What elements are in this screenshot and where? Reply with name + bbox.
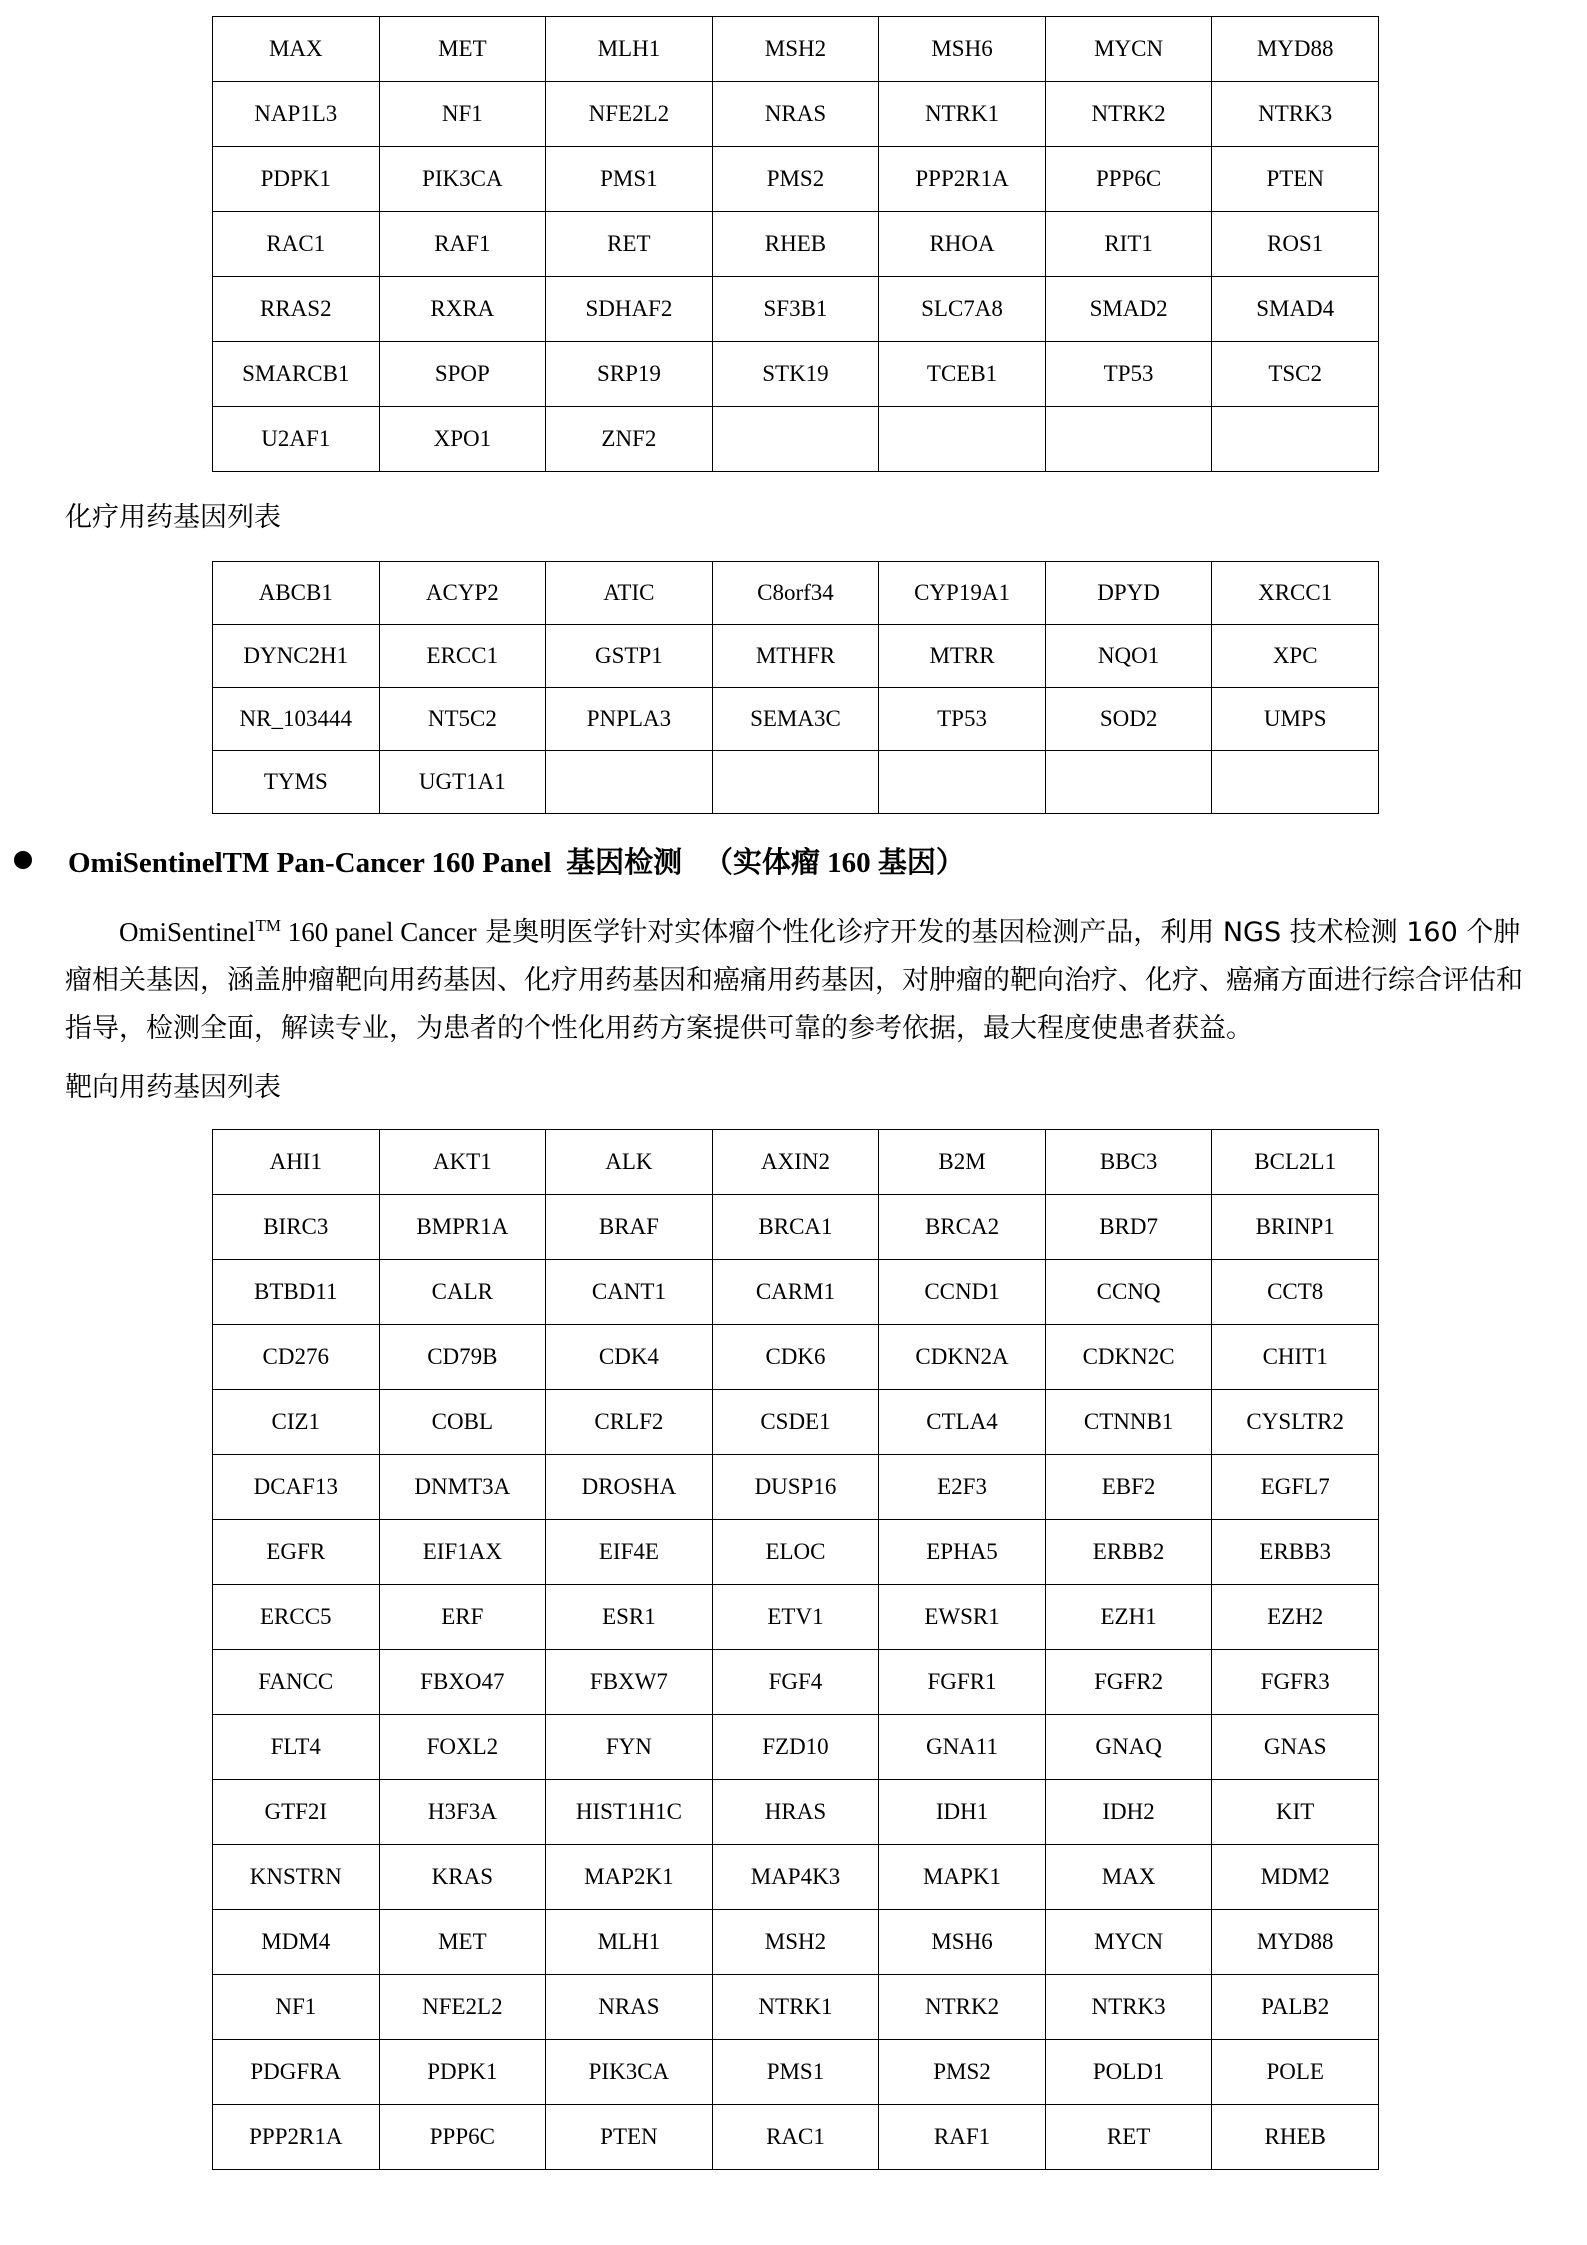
heading-gene-suffix: 基因）	[877, 844, 965, 879]
gene-cell: ERCC1	[379, 625, 546, 688]
chemo-gene-list-caption: 化疗用药基因列表	[65, 502, 281, 533]
table-row	[213, 2105, 1379, 2170]
gene-cell: BRINP1	[1212, 1195, 1379, 1260]
gene-cell: ZNF2	[546, 407, 713, 472]
gene-cell: DUSP16	[712, 1455, 879, 1520]
gene-cell: RET	[546, 212, 713, 277]
gene-cell: CYSLTR2	[1212, 1390, 1379, 1455]
gene-cell: NF1	[213, 1975, 380, 2040]
gene-cell: ALK	[546, 1130, 713, 1195]
gene-cell: CHIT1	[1212, 1325, 1379, 1390]
gene-cell: MSH6	[879, 17, 1046, 82]
gene-cell: EGFL7	[1212, 1455, 1379, 1520]
gene-cell: CDK4	[546, 1325, 713, 1390]
gene-cell: MAX	[213, 17, 380, 82]
gene-cell: NT5C2	[379, 688, 546, 751]
empty-cell	[1212, 407, 1379, 472]
table-row	[213, 1845, 1379, 1910]
gene-cell: RRAS2	[213, 277, 380, 342]
section-heading	[14, 842, 965, 878]
gene-cell: CTNNB1	[1045, 1390, 1212, 1455]
gene-cell: KRAS	[379, 1845, 546, 1910]
gene-cell: SF3B1	[712, 277, 879, 342]
gene-cell: UGT1A1	[379, 751, 546, 814]
gene-cell: PIK3CA	[546, 2040, 713, 2105]
targeted-drug-gene-table-continued	[212, 16, 1379, 472]
gene-cell: TP53	[1045, 342, 1212, 407]
gene-cell: ERBB3	[1212, 1520, 1379, 1585]
gene-cell: SDHAF2	[546, 277, 713, 342]
paragraph-line-1	[65, 908, 1575, 957]
gene-cell: ROS1	[1212, 212, 1379, 277]
table-row	[213, 1130, 1379, 1195]
gene-cell: PDPK1	[213, 147, 380, 212]
gene-cell: NTRK3	[1045, 1975, 1212, 2040]
gene-cell: MAP2K1	[546, 1845, 713, 1910]
gene-cell: MLH1	[546, 1910, 713, 1975]
gene-cell: EPHA5	[879, 1520, 1046, 1585]
gene-cell: ERBB2	[1045, 1520, 1212, 1585]
gene-cell: HRAS	[712, 1780, 879, 1845]
gene-cell: FGFR2	[1045, 1650, 1212, 1715]
gene-cell: TSC2	[1212, 342, 1379, 407]
gene-cell: RAF1	[379, 212, 546, 277]
gene-cell: DNMT3A	[379, 1455, 546, 1520]
gene-cell: NR_103444	[213, 688, 380, 751]
gene-cell: NTRK1	[879, 82, 1046, 147]
gene-cell: RXRA	[379, 277, 546, 342]
gene-cell: ESR1	[546, 1585, 713, 1650]
gene-cell: MAP4K3	[712, 1845, 879, 1910]
gene-cell: PALB2	[1212, 1975, 1379, 2040]
gene-cell: SMAD2	[1045, 277, 1212, 342]
gene-cell: ELOC	[712, 1520, 879, 1585]
gene-cell: MET	[379, 1910, 546, 1975]
table-row	[213, 147, 1379, 212]
table-row	[213, 1455, 1379, 1520]
gene-cell: GSTP1	[546, 625, 713, 688]
gene-cell: ATIC	[546, 562, 713, 625]
gene-cell: MSH2	[712, 1910, 879, 1975]
trademark-mark: TM	[255, 916, 281, 935]
gene-cell: MYD88	[1212, 1910, 1379, 1975]
gene-cell: NRAS	[546, 1975, 713, 2040]
gene-cell: EWSR1	[879, 1585, 1046, 1650]
gene-cell: GNA11	[879, 1715, 1046, 1780]
gene-cell: FANCC	[213, 1650, 380, 1715]
heading-panel-name: OmiSentinelTM Pan-Cancer 160 Panel	[68, 846, 552, 879]
bullet-icon	[14, 851, 32, 869]
gene-cell: RAC1	[712, 2105, 879, 2170]
gene-cell: GTF2I	[213, 1780, 380, 1845]
gene-cell: CDK6	[712, 1325, 879, 1390]
gene-cell: POLD1	[1045, 2040, 1212, 2105]
gene-cell: MYD88	[1212, 17, 1379, 82]
gene-cell: EZH2	[1212, 1585, 1379, 1650]
gene-cell: C8orf34	[712, 562, 879, 625]
table-row	[213, 1650, 1379, 1715]
gene-cell: U2AF1	[213, 407, 380, 472]
gene-cell: E2F3	[879, 1455, 1046, 1520]
table-row	[213, 1520, 1379, 1585]
heading-solid-tumor: （实体瘤	[703, 844, 820, 879]
gene-cell: BRD7	[1045, 1195, 1212, 1260]
table-row	[213, 1325, 1379, 1390]
gene-cell: CDKN2C	[1045, 1325, 1212, 1390]
gene-cell: PDGFRA	[213, 2040, 380, 2105]
gene-cell: PPP2R1A	[879, 147, 1046, 212]
gene-cell: RHOA	[879, 212, 1046, 277]
gene-cell: CSDE1	[712, 1390, 879, 1455]
gene-cell: IDH2	[1045, 1780, 1212, 1845]
gene-cell: KNSTRN	[213, 1845, 380, 1910]
paragraph-line-3: 指导，检测全面，解读专业，为患者的个性化用药方案提供可靠的参考依据，最大程度使患者获益。	[65, 1013, 1253, 1044]
gene-cell: FOXL2	[379, 1715, 546, 1780]
gene-cell: CCT8	[1212, 1260, 1379, 1325]
gene-cell: SEMA3C	[712, 688, 879, 751]
table-row	[213, 1910, 1379, 1975]
gene-cell: EGFR	[213, 1520, 380, 1585]
gene-cell: CDKN2A	[879, 1325, 1046, 1390]
gene-cell: CANT1	[546, 1260, 713, 1325]
gene-cell: SMARCB1	[213, 342, 380, 407]
gene-cell: XPO1	[379, 407, 546, 472]
empty-cell	[546, 751, 713, 814]
gene-cell: PDPK1	[379, 2040, 546, 2105]
gene-cell: DPYD	[1045, 562, 1212, 625]
gene-cell: PTEN	[1212, 147, 1379, 212]
table-row	[213, 562, 1379, 625]
gene-cell: KIT	[1212, 1780, 1379, 1845]
gene-cell: EIF1AX	[379, 1520, 546, 1585]
paragraph-line-2: 瘤相关基因，涵盖肿瘤靶向用药基因、化疗用药基因和癌痛用药基因，对肿瘤的靶向治疗、化疗、癌痛方面进行综合评估和	[65, 965, 1523, 996]
table-body	[213, 1130, 1379, 2170]
gene-cell: POLE	[1212, 2040, 1379, 2105]
gene-cell: RET	[1045, 2105, 1212, 2170]
targeted-gene-list-caption: 靶向用药基因列表	[65, 1072, 281, 1103]
gene-cell: TCEB1	[879, 342, 1046, 407]
gene-cell: CD276	[213, 1325, 380, 1390]
gene-cell: CTLA4	[879, 1390, 1046, 1455]
table-row	[213, 1975, 1379, 2040]
table-row	[213, 688, 1379, 751]
gene-cell: AKT1	[379, 1130, 546, 1195]
gene-cell: FBXO47	[379, 1650, 546, 1715]
gene-cell: RHEB	[1212, 2105, 1379, 2170]
empty-cell	[712, 407, 879, 472]
gene-cell: FLT4	[213, 1715, 380, 1780]
gene-cell: NF1	[379, 82, 546, 147]
gene-cell: CD79B	[379, 1325, 546, 1390]
gene-cell: COBL	[379, 1390, 546, 1455]
table-row	[213, 407, 1379, 472]
gene-cell: CALR	[379, 1260, 546, 1325]
gene-cell: MSH6	[879, 1910, 1046, 1975]
gene-cell: CCNQ	[1045, 1260, 1212, 1325]
gene-cell: FGFR1	[879, 1650, 1046, 1715]
panel-description-paragraph	[65, 908, 1575, 1053]
gene-cell: SRP19	[546, 342, 713, 407]
gene-cell: ETV1	[712, 1585, 879, 1650]
empty-cell	[879, 751, 1046, 814]
empty-cell	[1212, 751, 1379, 814]
gene-cell: H3F3A	[379, 1780, 546, 1845]
gene-cell: PPP2R1A	[213, 2105, 380, 2170]
gene-cell: BRAF	[546, 1195, 713, 1260]
gene-cell: FGF4	[712, 1650, 879, 1715]
gene-cell: MDM2	[1212, 1845, 1379, 1910]
gene-cell: GNAS	[1212, 1715, 1379, 1780]
gene-cell: MYCN	[1045, 1910, 1212, 1975]
gene-cell: XPC	[1212, 625, 1379, 688]
gene-cell: HIST1H1C	[546, 1780, 713, 1845]
gene-cell: IDH1	[879, 1780, 1046, 1845]
section-heading-text	[68, 840, 965, 881]
empty-cell	[879, 407, 1046, 472]
gene-cell: BMPR1A	[379, 1195, 546, 1260]
gene-cell: DROSHA	[546, 1455, 713, 1520]
table-row	[213, 1780, 1379, 1845]
gene-cell: PPP6C	[1045, 147, 1212, 212]
gene-cell: BTBD11	[213, 1260, 380, 1325]
gene-cell: TP53	[879, 688, 1046, 751]
gene-cell: MYCN	[1045, 17, 1212, 82]
gene-cell: NTRK1	[712, 1975, 879, 2040]
gene-cell: ERCC5	[213, 1585, 380, 1650]
gene-cell: RHEB	[712, 212, 879, 277]
gene-cell: NTRK2	[879, 1975, 1046, 2040]
brand-name: OmiSentinel	[119, 917, 256, 947]
gene-cell: PIK3CA	[379, 147, 546, 212]
gene-cell: CCND1	[879, 1260, 1046, 1325]
gene-cell: FYN	[546, 1715, 713, 1780]
table-row	[213, 342, 1379, 407]
heading-gene-test: 基因检测	[566, 844, 683, 879]
gene-cell: MSH2	[712, 17, 879, 82]
table-body	[213, 17, 1379, 472]
table-row	[213, 1585, 1379, 1650]
gene-cell: MLH1	[546, 17, 713, 82]
empty-cell	[712, 751, 879, 814]
gene-cell: PMS2	[712, 147, 879, 212]
gene-cell: FZD10	[712, 1715, 879, 1780]
table-body	[213, 562, 1379, 814]
gene-cell: BIRC3	[213, 1195, 380, 1260]
table-row	[213, 1195, 1379, 1260]
gene-cell: BRCA2	[879, 1195, 1046, 1260]
gene-cell: SMAD4	[1212, 277, 1379, 342]
gene-cell: PPP6C	[379, 2105, 546, 2170]
gene-cell: EIF4E	[546, 1520, 713, 1585]
gene-cell: ABCB1	[213, 562, 380, 625]
gene-cell: EBF2	[1045, 1455, 1212, 1520]
gene-cell: RAF1	[879, 2105, 1046, 2170]
paragraph-line-1-text: 是奥明医学针对实体瘤个性化诊疗开发的基因检测产品，利用 NGS 技术检测 160 个肿	[476, 917, 1521, 948]
gene-cell: DCAF13	[213, 1455, 380, 1520]
gene-cell: SPOP	[379, 342, 546, 407]
gene-cell: MTHFR	[712, 625, 879, 688]
table-row	[213, 212, 1379, 277]
gene-cell: NTRK3	[1212, 82, 1379, 147]
gene-cell: NAP1L3	[213, 82, 380, 147]
gene-cell: MTRR	[879, 625, 1046, 688]
gene-cell: MDM4	[213, 1910, 380, 1975]
gene-cell: AHI1	[213, 1130, 380, 1195]
gene-cell: NRAS	[712, 82, 879, 147]
gene-cell: TYMS	[213, 751, 380, 814]
gene-cell: CIZ1	[213, 1390, 380, 1455]
heading-gene-count: 160	[827, 846, 871, 879]
gene-cell: CYP19A1	[879, 562, 1046, 625]
gene-cell: ACYP2	[379, 562, 546, 625]
table-row	[213, 277, 1379, 342]
table-row	[213, 17, 1379, 82]
targeted-drug-gene-table	[212, 1129, 1379, 2170]
table-row	[213, 2040, 1379, 2105]
gene-cell: PMS1	[712, 2040, 879, 2105]
gene-cell: FGFR3	[1212, 1650, 1379, 1715]
gene-cell: ERF	[379, 1585, 546, 1650]
gene-cell: CRLF2	[546, 1390, 713, 1455]
gene-cell: NQO1	[1045, 625, 1212, 688]
table-row	[213, 1390, 1379, 1455]
gene-cell: PMS2	[879, 2040, 1046, 2105]
gene-cell: MET	[379, 17, 546, 82]
gene-cell: MAPK1	[879, 1845, 1046, 1910]
gene-cell: GNAQ	[1045, 1715, 1212, 1780]
empty-cell	[1045, 407, 1212, 472]
table-row	[213, 1715, 1379, 1780]
table-row	[213, 82, 1379, 147]
gene-cell: NFE2L2	[546, 82, 713, 147]
gene-cell: XRCC1	[1212, 562, 1379, 625]
empty-cell	[1045, 751, 1212, 814]
table-row	[213, 751, 1379, 814]
brand-panel: 160 panel Cancer	[281, 917, 477, 947]
gene-cell: UMPS	[1212, 688, 1379, 751]
gene-cell: PTEN	[546, 2105, 713, 2170]
gene-cell: NTRK2	[1045, 82, 1212, 147]
gene-cell: MAX	[1045, 1845, 1212, 1910]
gene-cell: AXIN2	[712, 1130, 879, 1195]
gene-cell: BRCA1	[712, 1195, 879, 1260]
gene-cell: B2M	[879, 1130, 1046, 1195]
table-row	[213, 625, 1379, 688]
table-row	[213, 1260, 1379, 1325]
gene-cell: EZH1	[1045, 1585, 1212, 1650]
gene-cell: NFE2L2	[379, 1975, 546, 2040]
gene-cell: DYNC2H1	[213, 625, 380, 688]
gene-cell: PMS1	[546, 147, 713, 212]
gene-cell: RAC1	[213, 212, 380, 277]
gene-cell: PNPLA3	[546, 688, 713, 751]
gene-cell: BBC3	[1045, 1130, 1212, 1195]
gene-cell: CARM1	[712, 1260, 879, 1325]
gene-cell: SOD2	[1045, 688, 1212, 751]
gene-cell: FBXW7	[546, 1650, 713, 1715]
chemo-drug-gene-table	[212, 561, 1379, 814]
gene-cell: SLC7A8	[879, 277, 1046, 342]
gene-cell: RIT1	[1045, 212, 1212, 277]
gene-cell: STK19	[712, 342, 879, 407]
gene-cell: BCL2L1	[1212, 1130, 1379, 1195]
